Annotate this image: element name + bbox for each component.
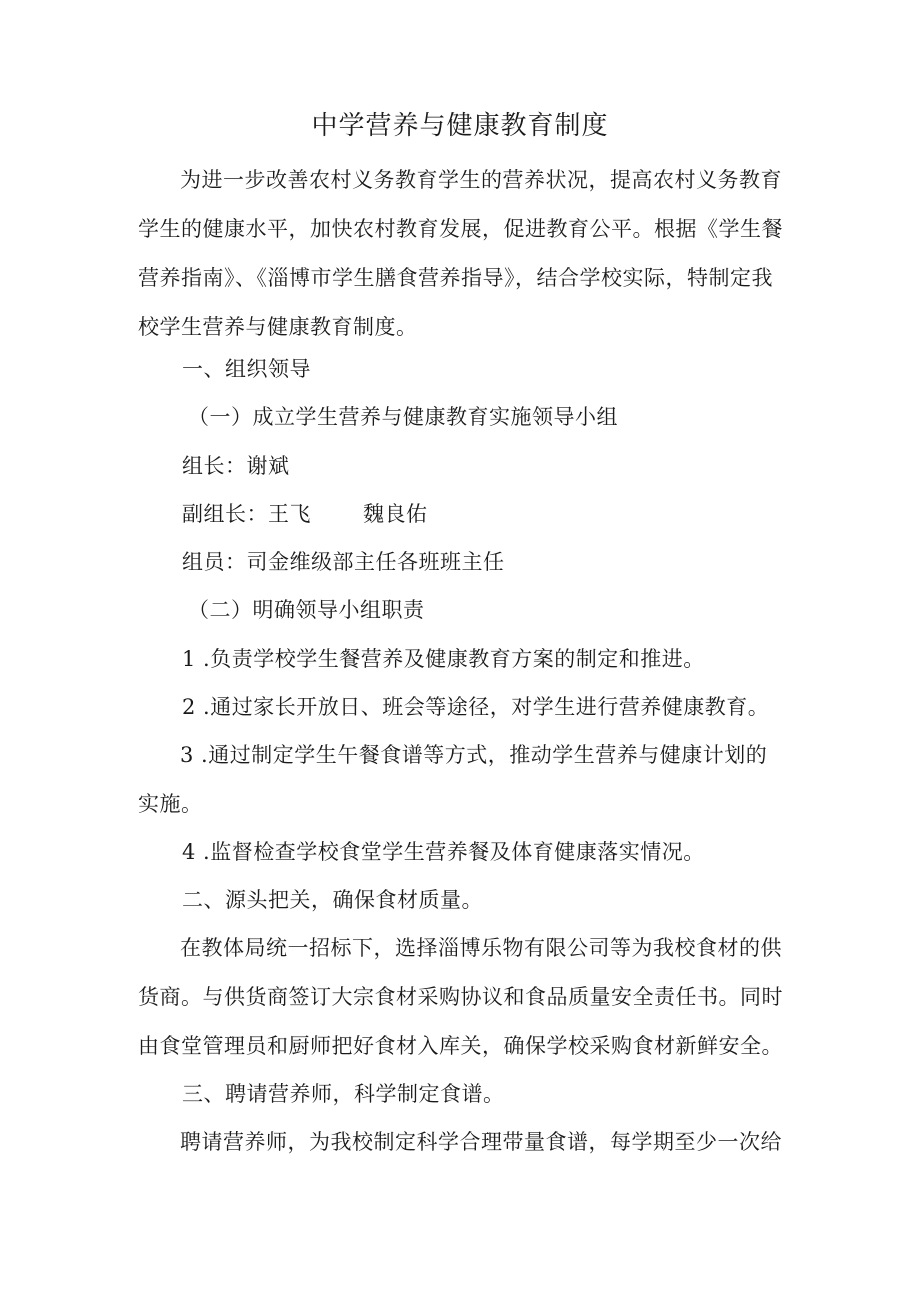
- section1-sub1: （一）成立学生营养与健康教育实施领导小组: [188, 405, 618, 429]
- section3-heading: 三、聘请营养师，科学制定食谱。: [182, 1082, 505, 1106]
- duty-item-2: 2 .通过家长开放日、班会等途径，对学生进行营养健康教育。: [182, 695, 770, 719]
- section1-heading: 一、组织领导: [182, 357, 311, 381]
- section1-sub2: （二）明确领导小组职责: [188, 598, 425, 622]
- deputy-second: 魏良佑: [363, 502, 428, 526]
- duty-item-3: 3 .通过制定学生午餐食谱等方式，推动学生营养与健康计划的实施。: [138, 743, 768, 816]
- duty-item-4: 4 .监督检查学校食堂学生营养餐及体育健康落实情况。: [182, 840, 705, 864]
- members-line: 组员：司金维级部主任各班班主任: [182, 550, 505, 574]
- section2-heading: 二、源头把关，确保食材质量。: [182, 888, 483, 912]
- section2-body: 在教体局统一招标下，选择淄博乐物有限公司等为我校食材的供货商。与供货商签订大宗食材采购协议和食品质量安全责任书。同时由食堂管理员和厨师把好食材入库关，确保学校采购食材新鲜安全。: [138, 936, 783, 1058]
- document-title: 中学营养与健康教育制度: [311, 111, 609, 141]
- intro-paragraph: 为进一步改善农村义务教育学生的营养状况，提高农村义务教育学生的健康水平，加快农村教育发展，促进教育公平。根据《学生餐营养指南》、《淄博市学生膳食营养指导》，结合学校实际，特制定我校学生营养与健康教育制度。: [138, 168, 783, 339]
- deputy-label: 副组长：王飞: [182, 502, 311, 526]
- deputy-line: [182, 490, 428, 539]
- section3-body: 聘请营养师，为我校制定科学合理带量食谱，每学期至少一次给: [180, 1130, 782, 1154]
- leader-line: 组长：谢斌: [182, 454, 290, 478]
- duty-item-1: 1 .负责学校学生餐营养及健康教育方案的制定和推进。: [182, 647, 705, 671]
